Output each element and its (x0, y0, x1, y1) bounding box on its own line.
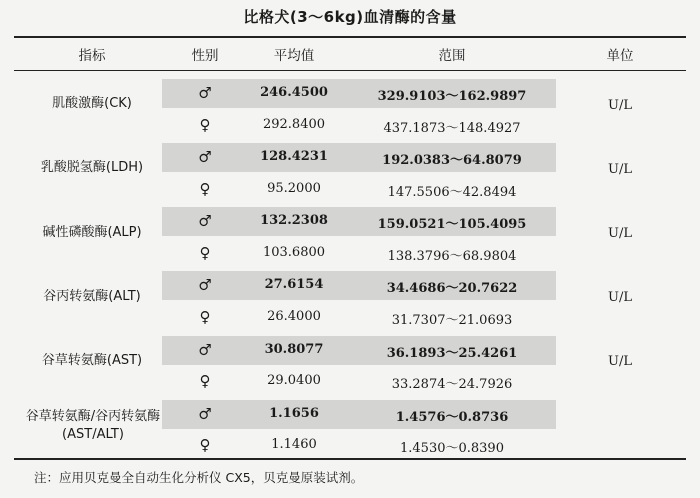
indicator-name: 肌酸激酶(CK) (52, 96, 132, 111)
male-range: 329.9103～162.9897 (377, 89, 527, 104)
indicator-name: 谷草转氨酶(AST) (41, 353, 143, 368)
female-average: 95.2000 (267, 181, 321, 196)
header-rule (14, 70, 686, 71)
male-symbol: ♂ (198, 341, 212, 359)
header-indicator: 指标 (78, 48, 106, 64)
female-average: 103.6800 (262, 245, 326, 260)
unit-label: U/L (608, 98, 632, 113)
male-symbol: ♂ (198, 212, 212, 230)
footnote: 注：应用贝克曼全自动生化分析仪 CX5，贝克曼原装试剂。 (34, 470, 364, 485)
male-range: 36.1893～25.4261 (386, 346, 518, 361)
female-range: 31.7307～21.0693 (391, 313, 513, 328)
male-average: 132.2308 (260, 213, 328, 228)
female-symbol: ♀ (199, 372, 211, 390)
female-symbol: ♀ (199, 180, 211, 198)
male-range: 1.4576～0.8736 (395, 410, 509, 425)
male-symbol: ♂ (198, 405, 212, 423)
female-range: 33.2874～24.7926 (391, 377, 513, 392)
male-average: 1.1656 (269, 406, 319, 421)
table-title: 比格犬(3～6kg)血清酶的含量 (243, 8, 457, 26)
indicator-name: 乳酸脱氢酶(LDH) (40, 160, 144, 175)
male-average: 246.4500 (260, 85, 328, 100)
indicator-name: 谷丙转氨酶(ALT) (43, 289, 141, 304)
header-unit: 单位 (606, 48, 634, 64)
unit-label: U/L (608, 162, 632, 177)
female-symbol: ♀ (199, 308, 211, 326)
male-range: 34.4686～20.7622 (386, 281, 518, 296)
female-range: 437.1873～148.4927 (383, 121, 521, 136)
unit-label: U/L (608, 226, 632, 241)
bottom-rule (14, 458, 686, 460)
female-average: 26.4000 (267, 309, 321, 324)
header-sex: 性别 (191, 48, 219, 64)
unit-label: U/L (608, 354, 632, 369)
unit-label: U/L (608, 290, 632, 305)
male-symbol: ♂ (198, 148, 212, 166)
male-symbol: ♂ (198, 84, 212, 102)
female-average: 1.1460 (271, 437, 317, 452)
male-range: 192.0383～64.8079 (382, 153, 522, 168)
female-range: 1.4530～0.8390 (400, 441, 504, 456)
top-rule (14, 36, 686, 38)
female-symbol: ♀ (199, 436, 211, 454)
indicator-name: 碱性磷酸酶(ALP) (42, 225, 142, 240)
female-range: 138.3796～68.9804 (387, 249, 517, 264)
male-average: 128.4231 (260, 149, 328, 164)
male-average: 30.8077 (264, 342, 324, 357)
female-symbol: ♀ (199, 244, 211, 262)
female-average: 292.8400 (262, 117, 326, 132)
header-range: 范围 (438, 48, 466, 64)
male-symbol: ♂ (198, 276, 212, 294)
header-average: 平均值 (273, 48, 315, 64)
male-average: 27.6154 (264, 277, 324, 292)
female-average: 29.0400 (267, 373, 321, 388)
female-range: 147.5506～42.8494 (387, 185, 517, 200)
indicator-name: 谷草转氨酶/谷丙转氨酶(AST/ALT) (25, 409, 161, 442)
male-range: 159.0521～105.4095 (377, 217, 527, 232)
female-symbol: ♀ (199, 116, 211, 134)
